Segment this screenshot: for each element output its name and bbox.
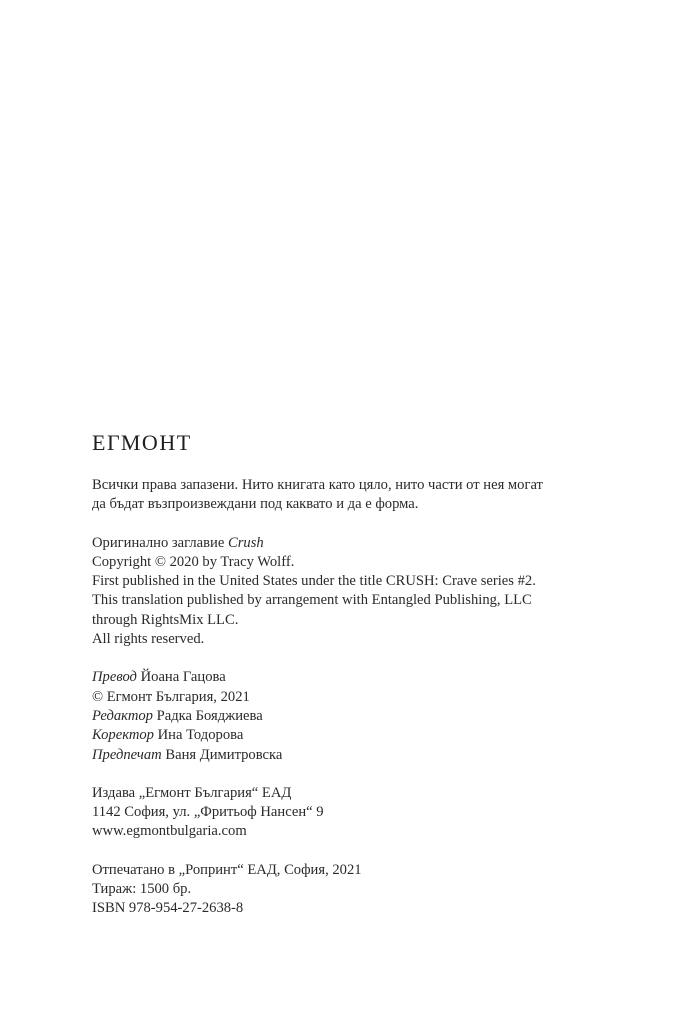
- prepress-value: Ваня Димитровска: [165, 746, 283, 763]
- translation-credit: [92, 668, 652, 687]
- original-edition-info: [92, 534, 652, 650]
- printing-info: [92, 861, 652, 919]
- rights-notice: [92, 476, 652, 515]
- proofreader-value: Ина Тодорова: [157, 727, 244, 744]
- publisher-info: [92, 784, 652, 842]
- original-title-line: [92, 534, 652, 553]
- print-run: Тираж: 1500 бр.: [92, 881, 192, 898]
- original-title-label: Оригинално заглавие: [92, 534, 225, 551]
- proofreader-credit: [92, 726, 652, 745]
- editor-credit: [92, 707, 652, 726]
- editor-value: Радка Бояджиева: [156, 707, 263, 724]
- all-rights-reserved-line: All rights reserved.: [92, 631, 205, 648]
- first-published-line: First published in the United States under the title CRUSH: Crave series #2.: [92, 573, 536, 590]
- publisher-name: Издава „Егмонт България“ ЕАД: [92, 784, 292, 801]
- publisher-logo: ЕГМОНТ: [92, 430, 192, 455]
- editor-label: Редактор: [92, 707, 153, 724]
- translation-value: Йоана Гацова: [140, 669, 226, 686]
- translation-arrangement-line-2: through RightsMix LLC.: [92, 611, 239, 628]
- printed-by: Отпечатано в „Ропринт“ ЕАД, София, 2021: [92, 861, 362, 878]
- proofreader-label: Коректор: [92, 727, 154, 744]
- translation-arrangement-line-1: This translation published by arrangement with Entangled Publishing, LLC: [92, 592, 532, 609]
- publisher-website: www.egmontbulgaria.com: [92, 823, 247, 840]
- rights-notice-line-2: да бъдат възпроизвеждани под каквато и да е форма.: [92, 496, 419, 513]
- original-title-value: Crush: [227, 534, 264, 551]
- isbn: ISBN 978-954-27-2638-8: [92, 900, 244, 917]
- prepress-label: Предпечат: [92, 746, 162, 763]
- copyright-page: [92, 430, 652, 938]
- prepress-credit: [92, 746, 652, 765]
- copyright-line: Copyright © 2020 by Tracy Wolff.: [92, 553, 295, 570]
- rights-notice-line-1: Всички права запазени. Нито книгата като цяло, нито части от нея могат: [92, 477, 543, 493]
- credits: [92, 668, 652, 764]
- publisher-address: 1142 София, ул. „Фритьоф Нансен“ 9: [92, 804, 324, 821]
- egmont-copyright: © Егмонт България, 2021: [92, 688, 250, 705]
- translation-label: Превод: [92, 669, 137, 686]
